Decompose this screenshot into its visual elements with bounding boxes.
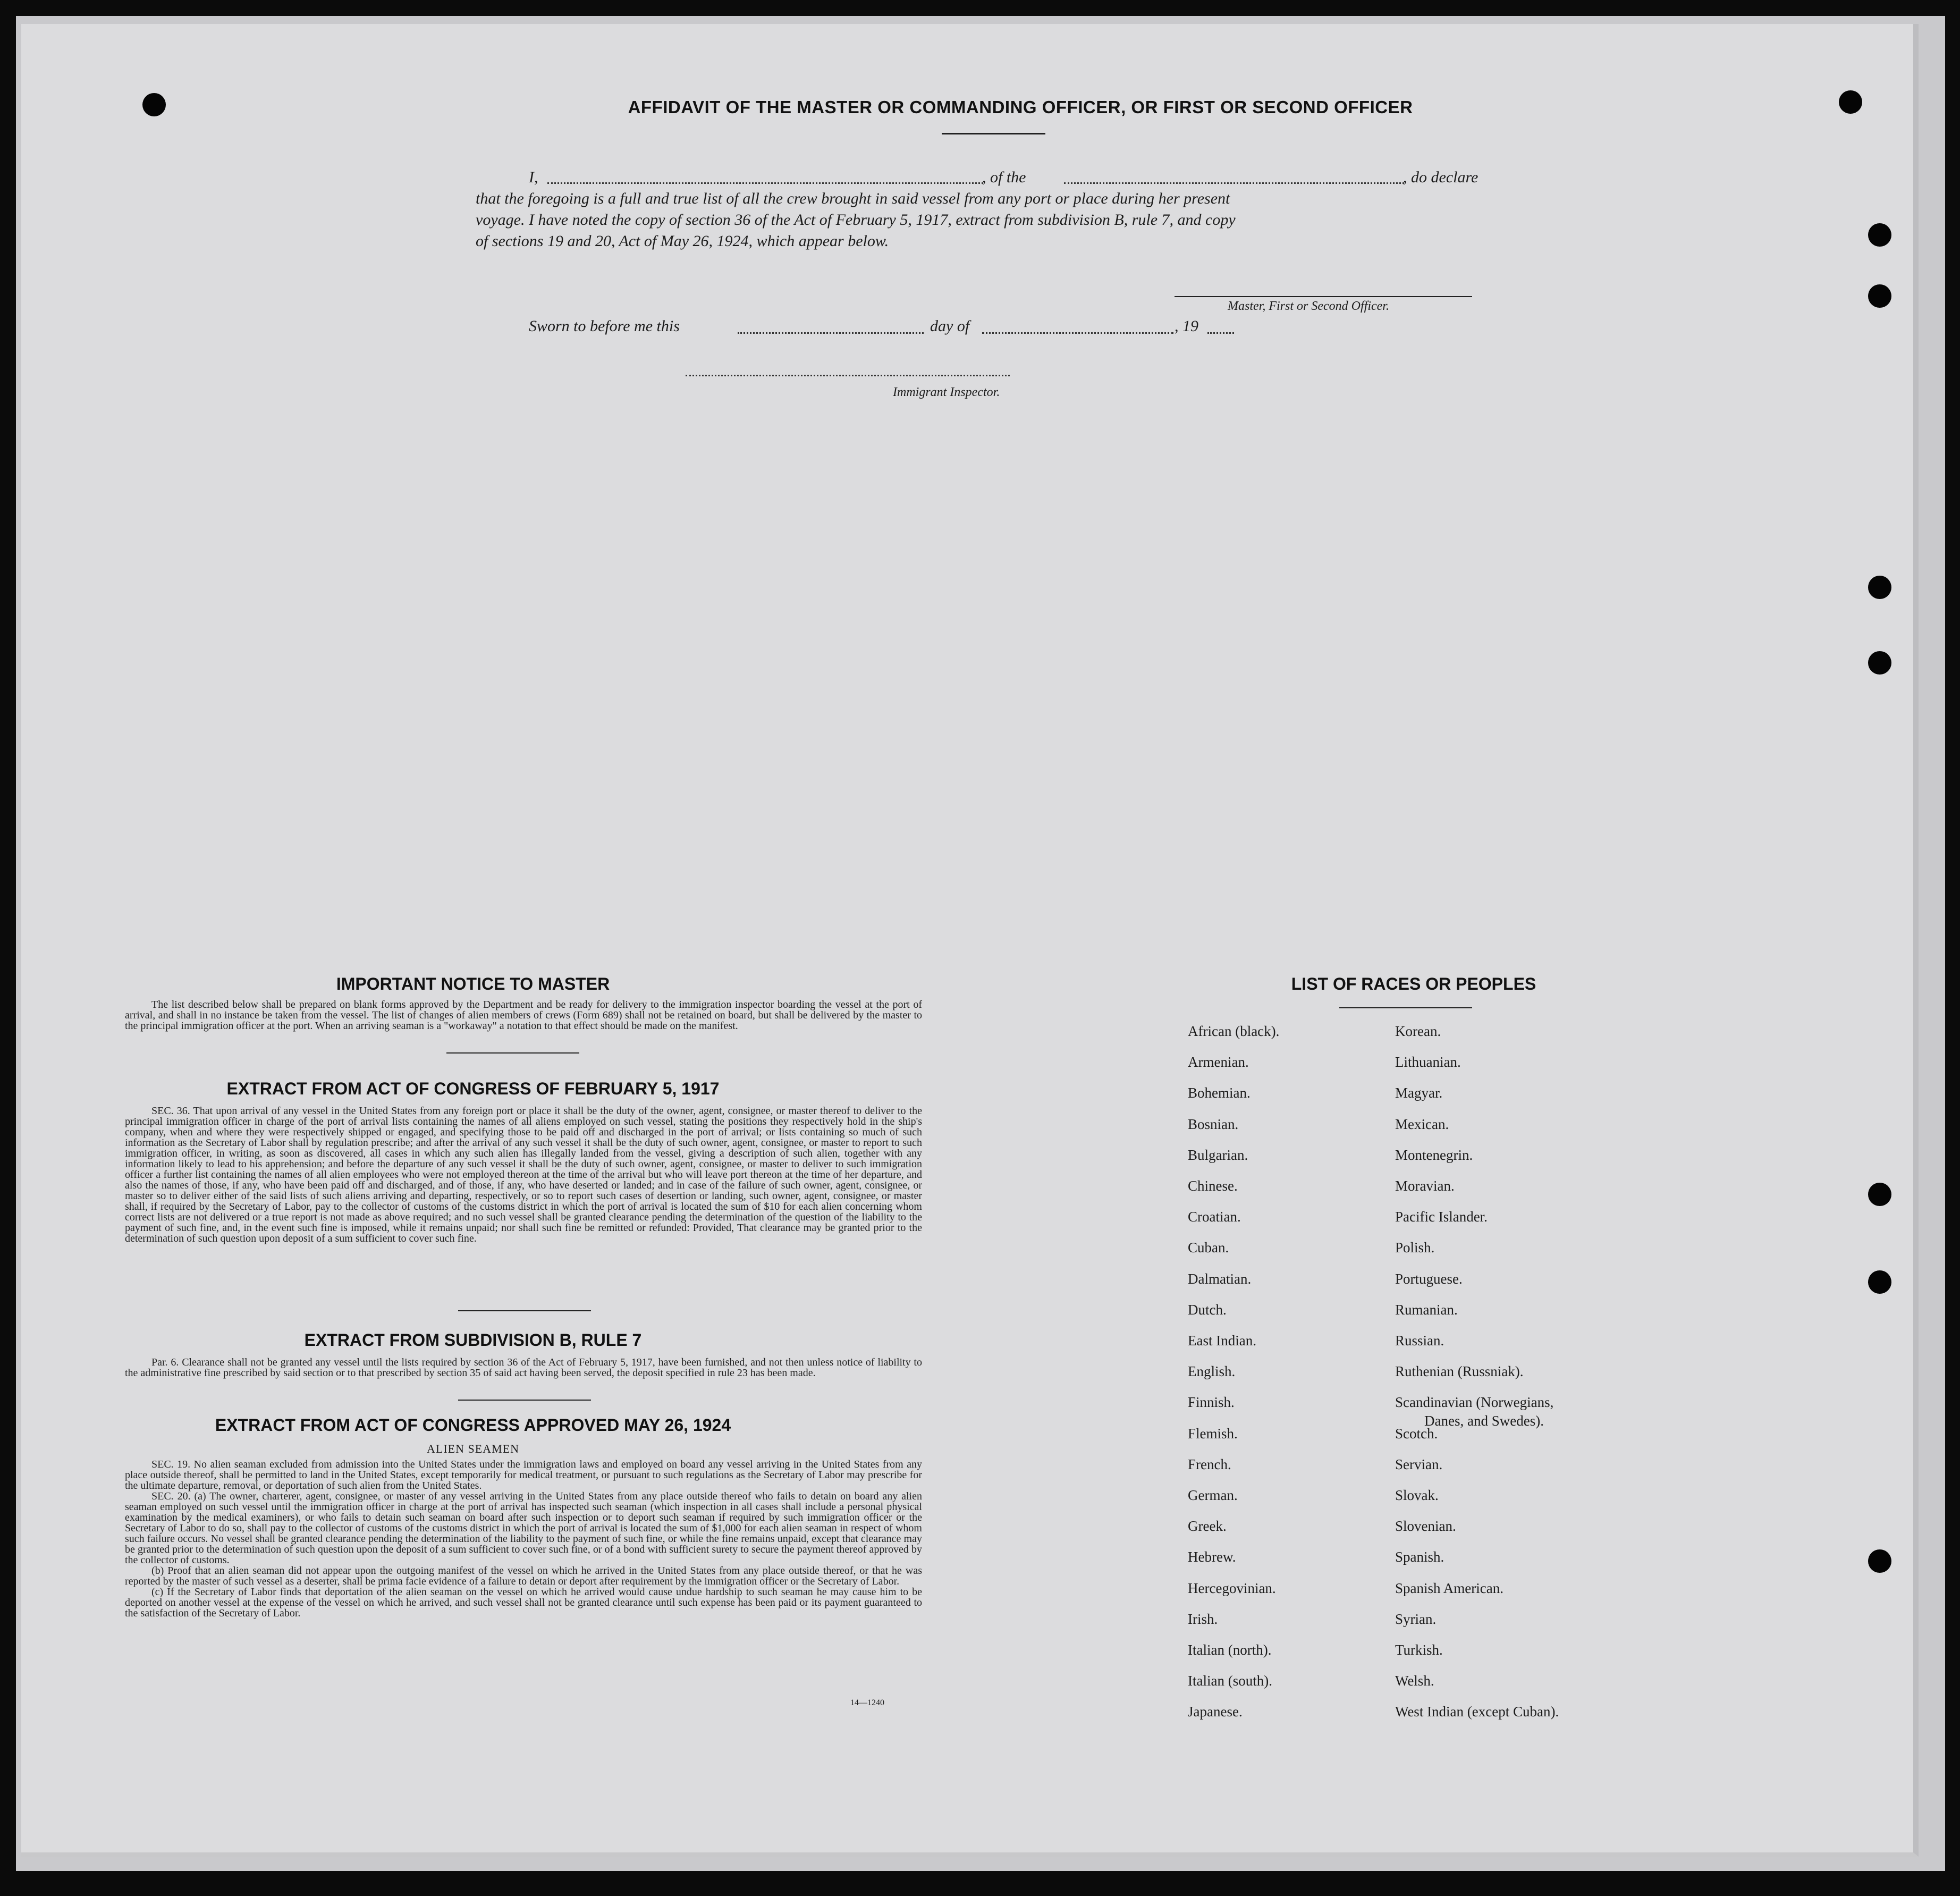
affidavit-title-rule: [942, 133, 1045, 134]
race-item: Rumanian.: [1395, 1302, 1458, 1318]
race-item: Lithuanian.: [1395, 1054, 1461, 1070]
punch-hole-right-2: [1868, 223, 1891, 247]
race-item: Magyar.: [1395, 1085, 1443, 1101]
punch-hole-right-4: [1868, 576, 1891, 599]
race-item: Armenian.: [1188, 1054, 1249, 1070]
race-item: East Indian.: [1188, 1333, 1256, 1349]
day-of-text: day of: [930, 317, 970, 335]
rule7-title: EXTRACT FROM SUBDIVISION B, RULE 7: [304, 1330, 642, 1350]
sec36-paragraph: SEC. 36. That upon arrival of any vessel in the United States from any foreign port or place it shall be the duty of the owner, agent, consignee, or master thereof to deliver to the principal immigration officer in charge of the port of arrival lists containing the names of all aliens employed on such vessel, stating the positions they respectively hold in the ship's company, when and where they were respectively shipped or engaged, and specifying those to be paid off and discharged in the port of arrival; or lists containing so much of such information as the Secretary of Labor shall by regulation prescribe; and after the arrival of any such vessel it shall be the duty of such owner, agent, consignee, or master to report to such immigration officer, in writing, as soon as discovered, all cases in which any such alien has illegally landed from the vessel, giving a description of such alien, together with any information likely to lead to his apprehension; and before the departure of any such vessel it shall be the duty of such owner, agent, consignee, or master to deliver to such immigration officer a further list containing the names of all alien employees who were not employed thereon at the time of the arrival but who will leave port thereon at the time of her departure, and also the names of those, if any, who have been paid off and discharged, and of those, if any, who have deserted or landed; and in case of the failure of such owner, agent, consignee, or master so to deliver either of the said lists of such aliens arriving and departing, respectively, or so to report such cases of desertion or landing, such owner, agent, consignee, or master shall, if required by the Secretary of Labor, pay to the collector of customs of the customs district in which the port of arrival is located the sum of $10 for each alien concerning whom correct lists are not delivered or a true report is not made as above required; and no such vessel shall be granted clearance pending the determination of the question of the liability to the payment of such fine, and, in the event such fine is imposed, while it remains unpaid; nor shall such fine be remitted or refunded: Provided, That clearance may be granted prior to the determination of such question upon deposit of a sum sufficient to cover such fine.: [125, 1105, 922, 1244]
year-text: , 19: [1175, 317, 1198, 335]
sworn-day-blank[interactable]: [738, 332, 924, 334]
sworn-month-blank[interactable]: [982, 332, 1173, 334]
inspector-signature-line[interactable]: [686, 375, 1010, 376]
race-item: Russian.: [1395, 1333, 1444, 1349]
race-item: Pacific Islander.: [1395, 1209, 1488, 1225]
notice-title: IMPORTANT NOTICE TO MASTER: [336, 974, 610, 993]
race-item: Italian (south).: [1188, 1673, 1272, 1689]
race-item: Chinese.: [1188, 1178, 1238, 1194]
master-label: Master, First or Second Officer.: [1228, 299, 1389, 313]
inspector-label: Immigrant Inspector.: [893, 385, 1000, 399]
extract-1924-text: [125, 1459, 922, 1619]
par6-paragraph: Par. 6. Clearance shall not be granted any vessel until the lists required by section 36 of the Act of February 5, 1917, have been furnished, and not then unless notice of liability to the administrative fine prescribed by said section or to that prescribed by section 35 of said act having been served, the deposit specified in rule 23 has been made.: [125, 1356, 922, 1379]
race-item: Dalmatian.: [1188, 1271, 1252, 1287]
master-signature-line[interactable]: [1175, 296, 1472, 297]
name-blank[interactable]: [547, 182, 983, 184]
race-item: Greek.: [1188, 1518, 1227, 1534]
vessel-blank[interactable]: [1064, 182, 1404, 184]
sec20c-paragraph: (c) If the Secretary of Labor finds that deportation of the alien seaman on the vessel on which he arrived would cause undue hardship to such seaman he may cause him to be deported on another vessel at the expense of the vessel on which he arrived, and such vessel shall not be granted clearance until such expense has been paid or its payment guaranteed to the satisfaction of the Secretary of Labor.: [125, 1586, 922, 1619]
punch-hole-right-8: [1868, 1549, 1891, 1573]
race-item: Ruthenian (Russniak).: [1395, 1363, 1524, 1379]
race-item: Slovenian.: [1395, 1518, 1456, 1534]
sworn-year-blank[interactable]: [1207, 332, 1234, 334]
extract-1917-title: EXTRACT FROM ACT OF CONGRESS OF FEBRUARY 5, 1917: [226, 1079, 720, 1098]
notice-paragraph: The list described below shall be prepared on blank forms approved by the Department and be ready for delivery to the immigration inspector boarding the vessel at the port of arrival, and shall in no instance be taken from the vessel. The list of changes of alien members of crews (Form 689) shall not be retained on board, but shall be delivered by the master to the principal immigration officer at the port. When an arriving seaman is a "workaway" a notation to that effect should be made on the manifest.: [125, 999, 922, 1032]
race-item: Hercegovinian.: [1188, 1580, 1276, 1596]
extract-1924-title: EXTRACT FROM ACT OF CONGRESS APPROVED MAY 26, 1924: [215, 1415, 731, 1435]
rule7-rule: [458, 1400, 591, 1401]
notice-rule: [446, 1052, 579, 1054]
race-item: Irish.: [1188, 1611, 1218, 1627]
affidavit-line3: voyage. I have noted the copy of section 36 of the Act of February 5, 1917, extract from subdivision B, rule 7, and copy: [476, 211, 1236, 229]
race-item: Servian.: [1395, 1456, 1443, 1472]
alien-seamen-subtitle: ALIEN SEAMEN: [427, 1442, 519, 1455]
punch-hole-right-6: [1868, 1183, 1891, 1206]
race-item: Italian (north).: [1188, 1642, 1272, 1658]
affidavit-I: I,: [529, 168, 538, 186]
form-number: 14—1240: [850, 1698, 884, 1707]
race-item: English.: [1188, 1363, 1236, 1379]
race-item: Finnish.: [1188, 1394, 1235, 1410]
race-item: Cuban.: [1188, 1240, 1229, 1255]
race-item: Mexican.: [1395, 1116, 1449, 1132]
notice-text: [125, 999, 922, 1031]
sworn-text: Sworn to before me this: [529, 317, 680, 335]
race-item: Flemish.: [1188, 1426, 1238, 1442]
affidavit-of-the: , of the: [982, 168, 1026, 186]
sec19-paragraph: SEC. 19. No alien seaman excluded from admission into the United States under the immigration laws and employed on board any vessel arriving in the United States from any place outside thereof, shall be permitted to land in the United States, except temporarily for medical treatment, or pursuant to such regulations as the Secretary of Labor may prescribe for the ultimate departure, removal, or deportation of such alien from the United States.: [125, 1459, 922, 1491]
race-item: Spanish American.: [1395, 1580, 1503, 1596]
race-item: Moravian.: [1395, 1178, 1455, 1194]
sec20a-paragraph: SEC. 20. (a) The owner, charterer, agent, consignee, or master of any vessel arriving in the United States from any place outside thereof who fails to detain on board any alien seaman employed on such vessel until the immigration officer in charge at the port of arrival has inspected such seaman (which inspection in all cases shall include a personal physical examination by the medical examiners), or who fails to detain such seaman on board after such inspection or to deport such seaman if required by such immigration officer or the Secretary of Labor to do so, shall pay to the collector of customs of the customs district in which the port of arrival is located the sum of $1,000 for each alien seaman in respect of whom such failure occurs. No vessel shall be granted clearance pending the determination of the liability to the payment of such fine, or while the fine remains unpaid, except that clearance may be granted prior to the determination of such question upon the deposit of a sum sufficient to cover such fine, or of a bond with sufficient surety to secure the payment thereof approved by the collector of customs.: [125, 1490, 922, 1566]
race-item: Bohemian.: [1188, 1085, 1251, 1101]
race-item: Scotch.: [1395, 1426, 1438, 1442]
punch-hole-right-5: [1868, 651, 1891, 675]
affidavit-line4: of sections 19 and 20, Act of May 26, 1924, which appear below.: [476, 232, 889, 250]
race-item: Japanese.: [1188, 1704, 1243, 1720]
sec20b-paragraph: (b) Proof that an alien seaman did not appear upon the outgoing manifest of the vessel on which he arrived in the United States from any place outside thereof, or that he was reported by the master of such vessel as a deserter, shall be prima facie evidence of a failure to detain or deport after requirement by the immigration officer or the Secretary of Labor.: [125, 1565, 922, 1587]
race-item: Hebrew.: [1188, 1549, 1236, 1565]
race-item: Montenegrin.: [1395, 1147, 1473, 1163]
race-item-scandinavian-cont: Danes, and Swedes).: [1424, 1413, 1544, 1429]
race-item: Scandinavian (Norwegians,: [1395, 1394, 1554, 1410]
race-item: Slovak.: [1395, 1487, 1439, 1503]
race-item: Polish.: [1395, 1240, 1435, 1255]
race-item: Spanish.: [1395, 1549, 1444, 1565]
races-title: LIST OF RACES OR PEOPLES: [1291, 974, 1536, 993]
race-item: German.: [1188, 1487, 1238, 1503]
race-item: Croatian.: [1188, 1209, 1241, 1225]
race-item: Turkish.: [1395, 1642, 1443, 1658]
affidavit-title: AFFIDAVIT OF THE MASTER OR COMMANDING OFFICER, OR FIRST OR SECOND OFFICER: [628, 97, 1413, 117]
document-page: [21, 24, 1919, 1857]
extract-1917-text: [125, 1106, 922, 1244]
race-item: Korean.: [1395, 1023, 1441, 1039]
extract-1917-rule: [458, 1310, 591, 1311]
race-item: Welsh.: [1395, 1673, 1434, 1689]
race-item: Portuguese.: [1395, 1271, 1463, 1287]
race-item: African (black).: [1188, 1023, 1280, 1039]
affidavit-declare: , do declare: [1403, 168, 1479, 186]
punch-hole-right-1: [1839, 90, 1862, 114]
race-item: Dutch.: [1188, 1302, 1227, 1318]
race-item: French.: [1188, 1456, 1231, 1472]
punch-hole-right-7: [1868, 1270, 1891, 1294]
race-item: West Indian (except Cuban).: [1395, 1704, 1559, 1720]
affidavit-line2: that the foregoing is a full and true list of all the crew brought in said vessel from any port or place during her present: [476, 190, 1230, 207]
race-item: Syrian.: [1395, 1611, 1437, 1627]
punch-hole-left-top: [142, 93, 166, 116]
race-item: Bulgarian.: [1188, 1147, 1248, 1163]
punch-hole-right-3: [1868, 284, 1891, 308]
rule7-text: [125, 1357, 922, 1378]
race-item: Bosnian.: [1188, 1116, 1239, 1132]
races-rule: [1339, 1007, 1472, 1008]
